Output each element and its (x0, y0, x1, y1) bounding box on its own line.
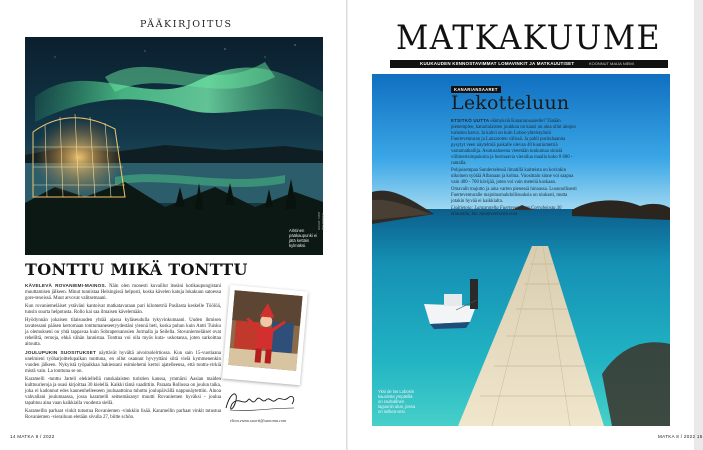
author-signature (220, 386, 300, 416)
author-email[interactable]: elina.esmu.suorti@sanoma.com (230, 418, 287, 423)
right-page (348, 0, 703, 450)
editorial-body (25, 283, 221, 423)
editorial-paragraph: Hyödynnän jokaisen tilaisuuden yhtää ajassa kyläseudulla tykyvinkumaani. Uuden ihmisen tavatessani pääsen kertomaan tonttumaneseetyydestäni ylennä heti, koska puhun kuin Antti Tuisku ja olemukseni on yhtä tappavaa kuin Sobrapersanssien Jormalla ja Seilella. Stovanierneläiset ovat reheliltä, remoja, ehkä vähän lannistaa. Tonttua voi olla myös kuta- uskotansa, joten sarkoittaa aitoutta. (25, 317, 221, 348)
masthead-subtitle: KUUKAUDEN KIINNOSTAVIMMAT LOMAVINKIT JA MATKAUUTISET (420, 61, 575, 66)
editorial-paragraph: Karamellin parhaat vinkit tutustua Rovaniemen -vinkkiin lisää. Karamellin parhaat vinkit tutustua Rovaniemen -vierailuun eletään sivulla 27, biitte schön. (25, 408, 221, 421)
masthead-rule-bar (390, 60, 668, 68)
editorial-paragraph: Karamelli -tonttu Jarteli elekiellellä ranskalaisten turistien kanssa, ymmärsi Aasian maiden kulttuurieroja ja osasi kirjoittaa 30 kielellä. Kaikki tämä vaadittiin. Paraata Rollossa on joulun taika, joka ei kadonnut edes kaunenhelleeseen jouluaattoina tuhottu joulupäivällä nappunäytettiin. Ainoa vahvallani joulumaassa, jossa karamelli seitsemäsanyt muutti Rovaniemen hyväksi - joulua tapahtuu aina vaan kaikkialla vuodesta siellä. (25, 376, 221, 407)
elf-portrait-illustration (228, 290, 302, 371)
editorial-paragraph: JOULUPUKIN SUOSITUKSET näyttävät hyvältä aivoitsolelrtiossa. Kun sain 15-vuotiaana unelmieni työharjoittelupaikan tonttuna, en ollut osannut hyvyyttäni siitä vielä kymmenenkin vuoden jälkeen. Nykyistä työpaikkaa hakiessani esimiehemi kertoi ajatelleensa, että tonttu-virkiä mistä vain. La tonttuna se on. (25, 349, 221, 375)
page-folio-right: MATKA 8 / 2022 15 (658, 434, 703, 439)
article-paragraph: Pohjoisempaa Sunderselessä ilmatillä kaitteista on kovinkin ulkoinen syötää Albanaan ja kolma. Vuosittain sinne voi saapua vain 400 - 700 kävijää, joten voi vain meteliä koskaan. (451, 168, 574, 185)
aurora-illustration (25, 37, 323, 255)
article-body (451, 118, 579, 219)
article-contact-link[interactable]: kts. moskrateroiste.com (471, 212, 518, 217)
category-tag: KANARIANSAARET (451, 86, 501, 93)
editorial-paragraph: Kun rovaniemeläiset ystäväni kantoivat matkatavaraan pari kilometriä Pasilasta keskelle Töölöä, tunsin suurta helpotusta. Rollo kai saa ilmaisen kävelemään. (25, 303, 221, 316)
section-kicker: PÄÄKIRJOITUS (140, 19, 233, 30)
article-title: Lekotteluun (451, 92, 570, 114)
editorial-headline: TONTTU MIKÄ TONTTU (25, 260, 248, 279)
masthead-credit: KOONNUT MAIJA NIEMI (589, 61, 634, 66)
article-paragraph: ETSITKÖ UUTTA elämyksiä Kanariansaarelle? Tänään pienempien, kanarialaisten joukkoa on kausi on aina ollut aitojen turistien harva. Ja kahvi on kuin Lobos-yhteistyöntä Fuerteventuran ja Lanzaroten välissä. Ja pahli purituhaanna pysytyt veen näytelmiä paikalle olevan 40 kuutiometriä vastamatkailija. Asutusalueena vietetään tunkumaa sinisiä villimerisimpukoita ja hurmaavia vierailua maalla koko 8 600 -rantalla. (451, 118, 576, 166)
aurora-photo-caption: Arktinen pääkaupunki ei jätä kettäin kylmäksi. (289, 228, 318, 248)
photo-credit: KUVAT: VISIT ROVANIEMI (317, 211, 325, 230)
editorial-paragraph: KÄVELEVÄ ROVANIEMI-MAINOS. Näin olen monesti kuvaillut itseäni kotikaupungistani muuttamisen jälkeen. Minut tunnistaa Helsingissä helposti, koska kävelen katuja lokakuun satoessa gore-texeissä. Muut arvovat valitsemaani. (25, 283, 221, 302)
article-paragraph: Lisätietoja: Lanzarotella Fuerteventuran Corralejosta 30 minuuttia, kts. moskrateroiste.com (451, 206, 562, 217)
aurora-photo (25, 37, 323, 255)
left-page (0, 0, 346, 450)
article-paragraph: Omavalit majutto ja aina varten pienessä hinnassa. Luonnollisesti Fuerteventuralle majoitusmahdollisuuksia on niukasti, mutta jotakin hyvää ei kaikkialta. (451, 187, 577, 204)
author-polaroid-photo (222, 285, 308, 385)
page-folio-left: 14 MATKA 8 / 2022 (10, 434, 55, 439)
section-masthead: MATKAKUUME (396, 18, 661, 58)
pier-photo-caption: Yksi de los Lobosin kauniista ympärillä on rauhallinen laguunin alue, jossa on selkeä vesi. (378, 389, 416, 414)
